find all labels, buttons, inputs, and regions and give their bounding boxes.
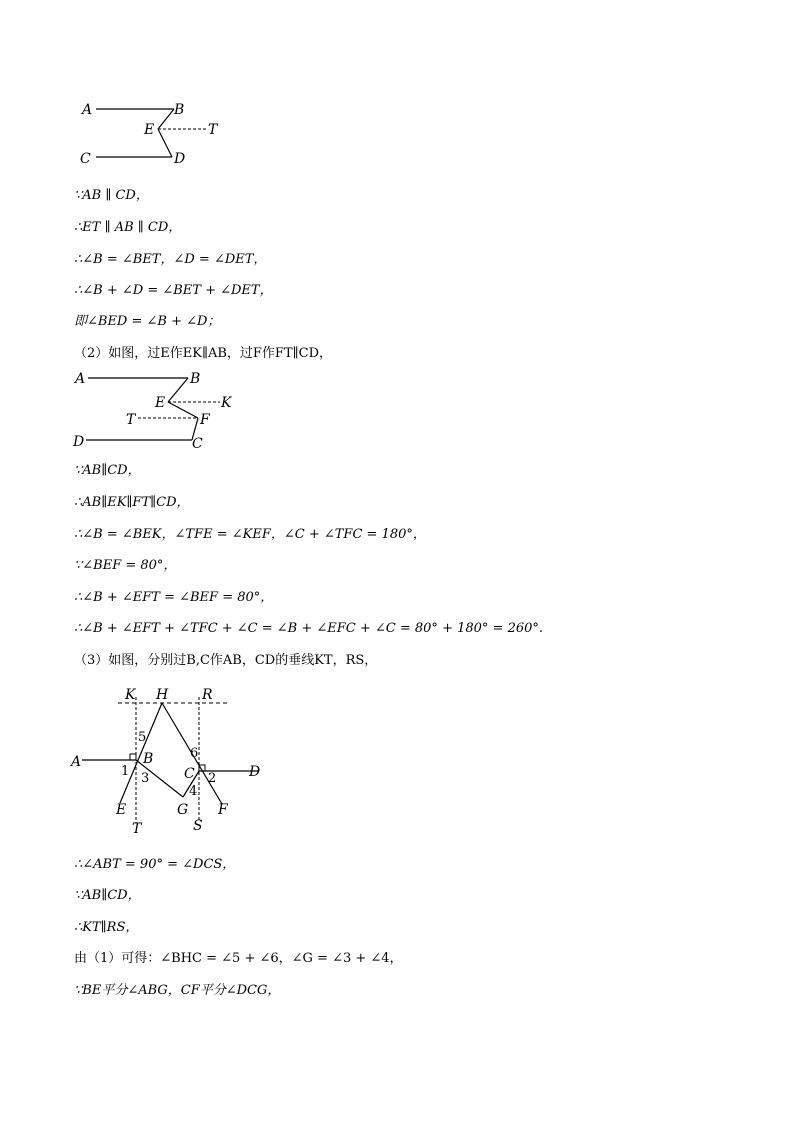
angle-5: 5 bbox=[138, 730, 147, 745]
angle-6: 6 bbox=[190, 746, 199, 761]
label-a: A bbox=[75, 371, 86, 387]
label-b: B bbox=[190, 371, 201, 387]
label-d: D bbox=[249, 764, 261, 780]
text-line: ∵∠BEF = 80°， bbox=[74, 558, 177, 573]
label-b: B bbox=[143, 751, 154, 767]
label-t: T bbox=[208, 122, 218, 138]
angle-2: 2 bbox=[208, 771, 217, 786]
text-line: ∴ET ∥ AB ∥ CD， bbox=[74, 220, 182, 235]
label-a: A bbox=[71, 754, 82, 770]
text-line: （2）如图，过E作EK∥AB，过F作FT∥CD， bbox=[74, 346, 332, 361]
label-c: C bbox=[184, 766, 195, 782]
text-line: ∴∠B + ∠D = ∠BET + ∠DET， bbox=[74, 283, 273, 298]
angle-1: 1 bbox=[121, 764, 130, 779]
label-c: C bbox=[192, 436, 203, 452]
text-line: ∴∠B = ∠BEK，∠TFE = ∠KEF，∠C + ∠TFC = 180°， bbox=[74, 527, 426, 542]
figure-1 bbox=[74, 96, 234, 176]
label-r: R bbox=[202, 687, 213, 703]
text-line: ∴AB∥EK∥FT∥CD， bbox=[74, 495, 190, 510]
label-f: F bbox=[218, 802, 228, 818]
label-c: C bbox=[80, 151, 91, 167]
label-a: A bbox=[82, 102, 93, 118]
label-e: E bbox=[155, 395, 166, 411]
text-line: ∵AB ∥ CD， bbox=[74, 188, 149, 203]
angle-4: 4 bbox=[189, 784, 198, 799]
label-d: D bbox=[73, 434, 85, 450]
label-e: E bbox=[116, 802, 127, 818]
text-line: ∵AB∥CD， bbox=[74, 888, 141, 903]
label-d: D bbox=[174, 151, 186, 167]
text-line: 由（1）可得：∠BHC = ∠5 + ∠6，∠G = ∠3 + ∠4， bbox=[74, 951, 403, 966]
text-line: ∵BE平分∠ABG，CF平分∠DCG， bbox=[74, 983, 281, 998]
label-s: S bbox=[193, 818, 203, 834]
label-t: T bbox=[126, 412, 136, 428]
text-line: ∴∠ABT = 90° = ∠DCS， bbox=[74, 857, 236, 872]
label-b: B bbox=[174, 102, 185, 118]
label-k: K bbox=[125, 687, 136, 703]
text-line: ∴KT∥RS， bbox=[74, 920, 139, 935]
label-f: F bbox=[200, 412, 210, 428]
text-line: （3）如图，分别过B,C作AB，CD的垂线KT，RS， bbox=[74, 653, 378, 668]
figure-2 bbox=[70, 368, 245, 456]
label-e: E bbox=[144, 122, 155, 138]
text-line: 即∠BED = ∠B + ∠D； bbox=[74, 314, 221, 329]
label-g: G bbox=[177, 802, 189, 818]
label-k: K bbox=[221, 395, 232, 411]
text-line: ∴∠B + ∠EFT + ∠TFC + ∠C = ∠B + ∠EFC + ∠C = 80° + 180° = 260°. bbox=[74, 621, 544, 636]
text-line: ∴∠B = ∠BET，∠D = ∠DET， bbox=[74, 252, 267, 267]
label-h: H bbox=[156, 687, 169, 703]
label-t: T bbox=[132, 821, 142, 837]
figure-3 bbox=[68, 683, 278, 838]
angle-3: 3 bbox=[141, 771, 150, 786]
text-line: ∴∠B + ∠EFT = ∠BEF = 80°， bbox=[74, 590, 274, 605]
text-line: ∵AB∥CD， bbox=[74, 463, 141, 478]
